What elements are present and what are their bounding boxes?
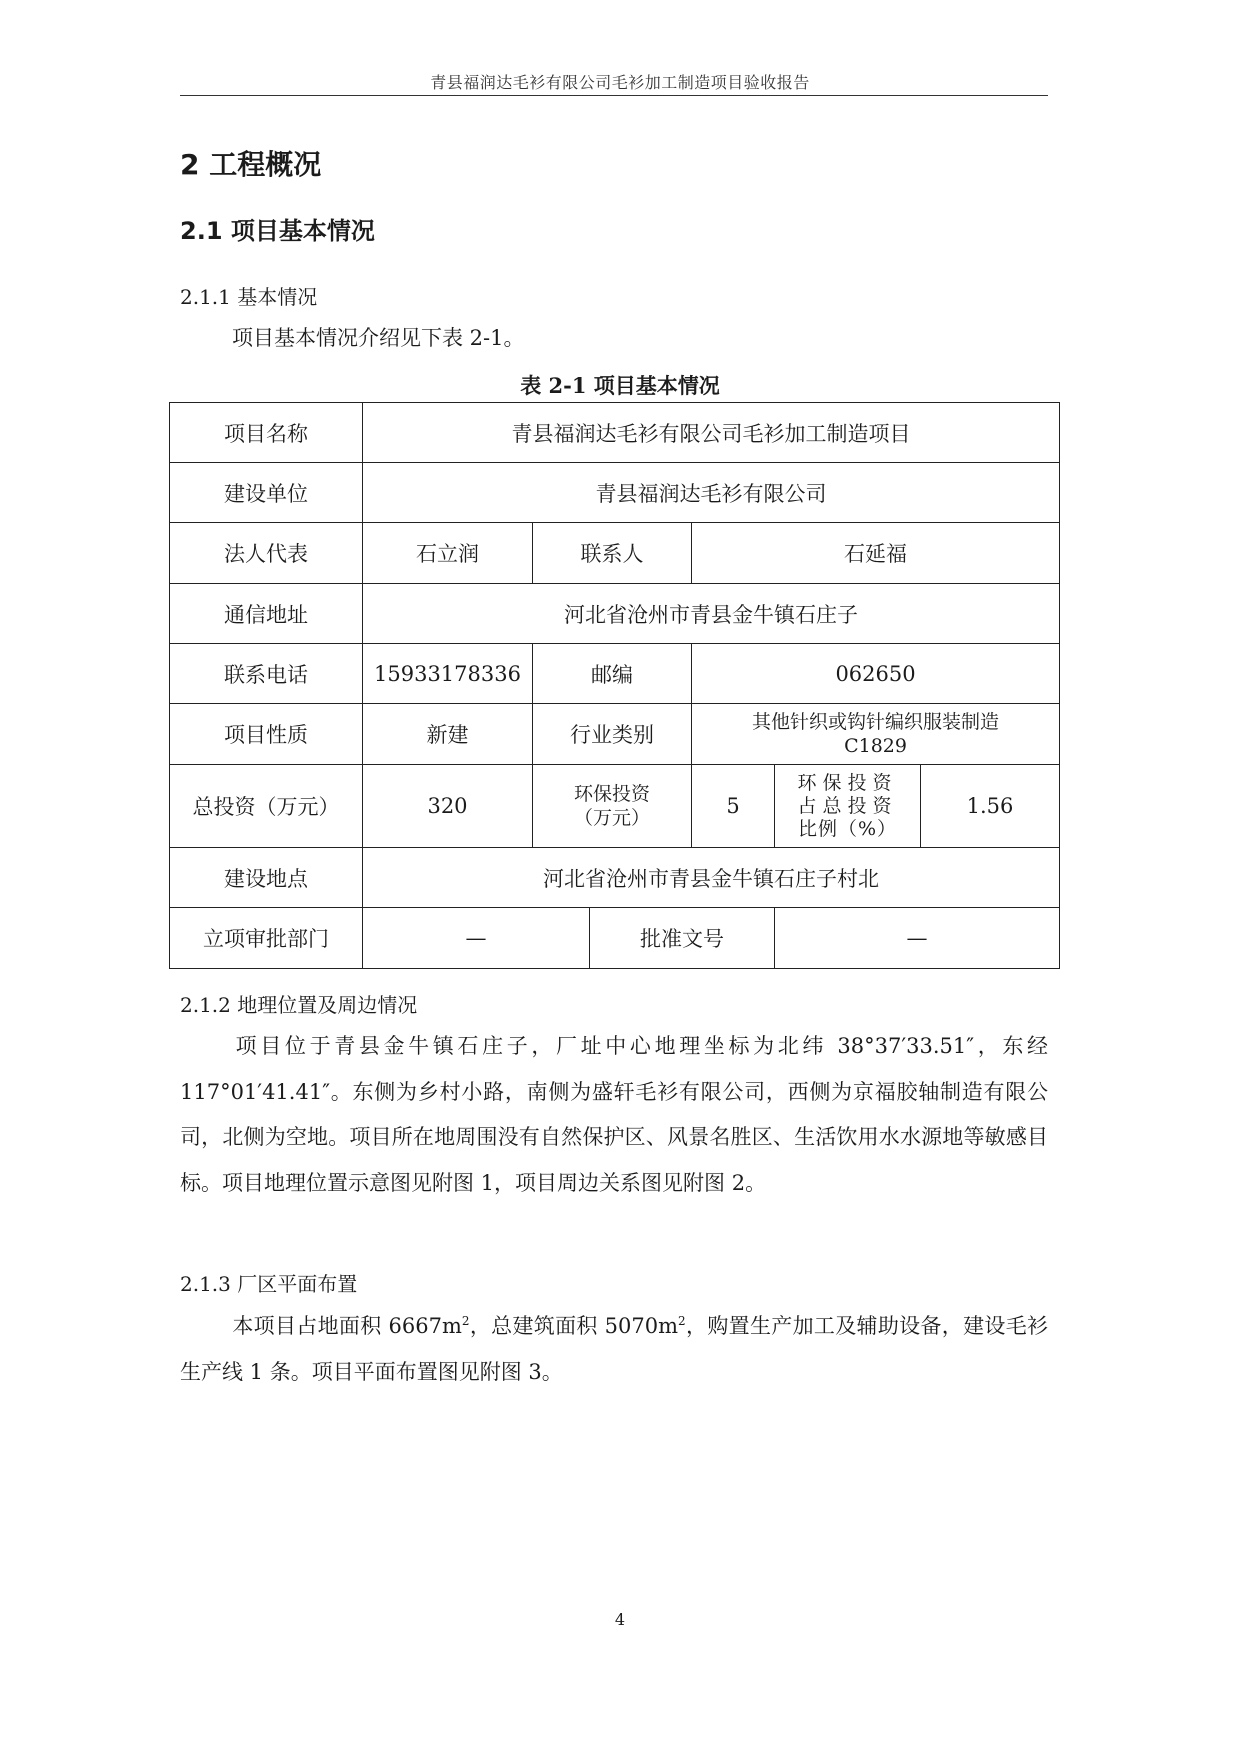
table-row [170, 908, 1060, 969]
ratio-label-line-3: 比例（%） [797, 817, 898, 840]
ratio-value: 1.56 [921, 765, 1060, 848]
section-heading: 2.1 项目基本情况 [180, 217, 375, 245]
ratio-label-line-2: 占总投资 [797, 794, 898, 817]
env-invest-value: 5 [692, 765, 775, 848]
running-header: 青县福润达毛衫有限公司毛衫加工制造项目验收报告 [430, 73, 810, 92]
subsection-heading-2-1-1: 2.1.1 基本情况 [180, 285, 318, 309]
postcode-value: 062650 [692, 644, 1060, 704]
contact-value: 石延福 [692, 523, 1060, 584]
table-row [170, 584, 1060, 644]
ratio-label [775, 765, 921, 848]
env-invest-label-line-2: （万元） [573, 807, 650, 829]
table-row [170, 523, 1060, 584]
legal-rep-label: 法人代表 [170, 523, 363, 584]
address-label: 通信地址 [170, 584, 363, 644]
industry-value [692, 704, 1060, 765]
layout-text-2: ，总建筑面积 5070m [469, 1314, 679, 1338]
phone-value: 15933178336 [363, 644, 533, 704]
nature-label: 项目性质 [170, 704, 363, 765]
builder-value: 青县福润达毛衫有限公司 [363, 463, 1060, 523]
legal-rep-value: 石立润 [363, 523, 533, 584]
phone-label: 联系电话 [170, 644, 363, 704]
chapter-heading: 2 工程概况 [180, 148, 322, 181]
subsection-heading-2-1-2: 2.1.2 地理位置及周边情况 [180, 993, 418, 1017]
industry-line-1: 其他针织或钩针编织服装制造 [752, 711, 1000, 733]
header-rule [180, 95, 1048, 96]
location-paragraph [180, 1024, 1048, 1206]
approval-dept-label: 立项审批部门 [170, 908, 363, 969]
builder-label: 建设单位 [170, 463, 363, 523]
layout-text-1: 本项目占地面积 6667m [232, 1314, 462, 1338]
table-row [170, 403, 1060, 463]
total-invest-label: 总投资（万元） [170, 765, 363, 848]
site-value: 河北省沧州市青县金牛镇石庄子村北 [363, 848, 1060, 908]
industry-label: 行业类别 [533, 704, 692, 765]
table-row [170, 704, 1060, 765]
ratio-label-line-1: 环保投资 [797, 771, 898, 794]
location-text: 项目位于青县金牛镇石庄子，厂址中心地理坐标为北纬 38°37′33.51″，东经 117°01′41.41″。东侧为乡村小路，南侧为盛轩毛衫有限公司，西侧为京福胶轴制造有限公司，北侧为空地。项目所在地周围没有自然保护区、风景名胜区、生活饮用水水源地等敏感目标。项目地理位置示意图见附图 1，项目周边关系图见附图 2。 [180, 1034, 1048, 1195]
table-intro-text: 项目基本情况介绍见下表 2-1。 [232, 326, 525, 350]
address-value: 河北省沧州市青县金牛镇石庄子 [363, 584, 1060, 644]
env-invest-label [533, 765, 692, 848]
total-invest-value: 320 [363, 765, 533, 848]
layout-paragraph [180, 1304, 1048, 1395]
site-label: 建设地点 [170, 848, 363, 908]
approval-no-value: — [775, 908, 1060, 969]
industry-line-2: C1829 [844, 735, 907, 757]
contact-label: 联系人 [533, 523, 692, 584]
nature-value: 新建 [363, 704, 533, 765]
superscript-2: 2 [461, 1314, 470, 1328]
table-row [170, 765, 1060, 848]
approval-no-label: 批准文号 [590, 908, 775, 969]
table-row [170, 848, 1060, 908]
table-intro-paragraph [180, 316, 1048, 362]
approval-dept-value: — [363, 908, 590, 969]
project-info-table [169, 402, 1060, 969]
page-number: 4 [614, 1610, 626, 1629]
table-caption: 表 2-1 项目基本情况 [520, 373, 720, 398]
project-name-label: 项目名称 [170, 403, 363, 463]
env-invest-label-line-1: 环保投资 [573, 783, 650, 805]
table-row [170, 644, 1060, 704]
table-row [170, 463, 1060, 523]
superscript-2: 2 [678, 1314, 686, 1328]
project-name-value: 青县福润达毛衫有限公司毛衫加工制造项目 [363, 403, 1060, 463]
postcode-label: 邮编 [533, 644, 692, 704]
layout-text-3: ，购置生产加工及辅助设备，建设毛衫生产线 1 条。项目平面布置图见附图 3。 [180, 1314, 1049, 1384]
subsection-heading-2-1-3: 2.1.3 厂区平面布置 [180, 1272, 358, 1296]
